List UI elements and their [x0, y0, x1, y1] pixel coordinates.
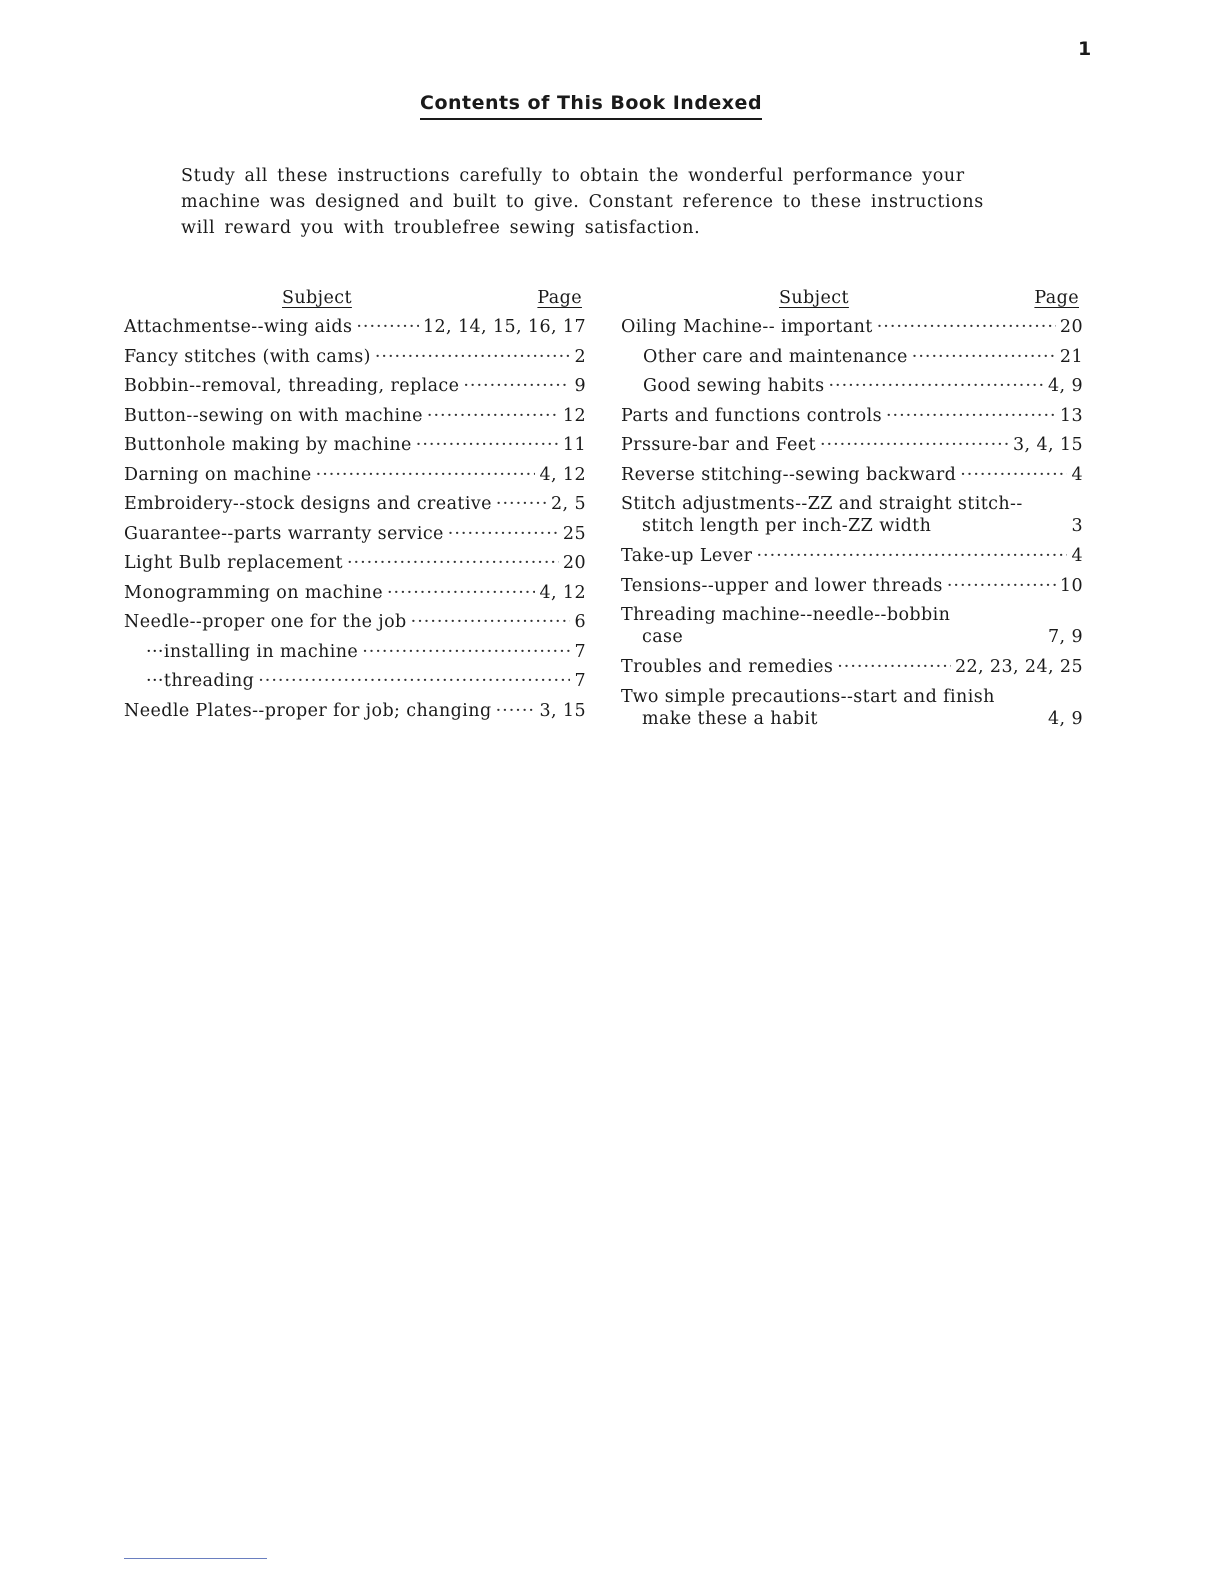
index-entry: [124, 642, 586, 672]
index-entry: [124, 701, 586, 731]
page-header: Page: [537, 288, 582, 308]
entry-subject: Good sewing habits: [643, 376, 825, 396]
index-entry: [621, 317, 1083, 347]
index-entry: [124, 494, 586, 524]
index-entry: [621, 494, 1083, 546]
index-right-column: [621, 288, 1083, 739]
entry-pages: 4, 12: [539, 582, 586, 603]
entry-subject: Embroidery--stock designs and creative: [124, 494, 492, 514]
leader-dots: [375, 347, 571, 367]
footer-rule: [124, 1558, 267, 1559]
leader-dots: [947, 576, 1056, 596]
entry-pages: 3, 4, 15: [1013, 435, 1083, 455]
entry-subject: Guarantee--parts warranty service: [124, 523, 444, 544]
entry-subject: Bobbin--removal, threading, replace: [124, 376, 460, 396]
entry-pages: 7: [574, 671, 586, 691]
entry-subject: Oiling Machine-- important: [621, 317, 873, 337]
entry-pages: 3, 15: [539, 700, 586, 721]
entry-subject: Two simple precautions--start and finish: [621, 686, 995, 707]
page-number: 1: [1078, 38, 1092, 60]
index-entry: [621, 435, 1083, 465]
index-entry: [621, 657, 1083, 687]
index-entry: [124, 671, 586, 701]
page-title: Contents of This Book Indexed: [420, 92, 762, 120]
entry-subject-continued: case: [642, 627, 684, 647]
entry-pages: 4: [1071, 546, 1083, 566]
entry-subject: Take-up Lever: [621, 546, 753, 566]
leader-dots: [427, 406, 559, 426]
index-entry: [621, 687, 1083, 739]
index-left-column: [124, 288, 586, 730]
index-entry: [124, 317, 586, 347]
index-entry: [621, 347, 1083, 377]
entry-pages: 12: [562, 405, 586, 426]
entry-pages: 21: [1059, 346, 1083, 367]
entry-pages: 3: [1071, 516, 1083, 536]
leader-dots: [496, 701, 536, 721]
entry-pages: 7, 9: [1048, 627, 1083, 647]
subject-header: Subject: [779, 288, 849, 308]
entry-subject: Button--sewing on with machine: [124, 405, 423, 426]
index-entry: [621, 576, 1083, 606]
entry-subject: Prssure-bar and Feet: [621, 435, 816, 455]
leader-dots: [496, 494, 547, 514]
leader-dots: [960, 465, 1067, 485]
index-entry: [124, 583, 586, 613]
entry-pages: 10: [1059, 575, 1083, 596]
leader-dots: [411, 612, 571, 632]
index-entry: [124, 435, 586, 465]
entry-pages: 7: [574, 641, 586, 662]
leader-dots: [416, 435, 559, 455]
index-entry: [124, 376, 586, 406]
entry-pages: 20: [562, 553, 586, 573]
index-entry: [621, 465, 1083, 495]
entry-subject-continued: make these a habit: [642, 708, 818, 729]
index-entry: [124, 347, 586, 377]
entry-subject: Threading machine--needle--bobbin: [621, 605, 951, 625]
entry-pages: 4, 9: [1048, 708, 1083, 729]
entry-subject: ···threading: [146, 671, 255, 691]
entry-subject: Buttonhole making by machine: [124, 435, 412, 455]
leader-dots: [912, 347, 1056, 367]
entry-subject: Parts and functions controls: [621, 405, 882, 426]
column-header: [621, 288, 1083, 317]
leader-dots: [347, 553, 559, 573]
index-entry: [124, 465, 586, 495]
leader-dots: [828, 376, 1044, 396]
entry-subject: Fancy stitches (with cams): [124, 346, 371, 367]
entry-pages: 13: [1059, 405, 1083, 426]
entry-subject: Troubles and remedies: [621, 657, 834, 677]
entry-pages: 4, 12: [539, 464, 586, 485]
leader-dots: [837, 657, 951, 677]
index-entry: [621, 605, 1083, 657]
entry-pages: 2, 5: [551, 494, 586, 514]
column-header: [124, 288, 586, 317]
index-entry: [621, 546, 1083, 576]
leader-dots: [316, 465, 536, 485]
leader-dots: [463, 376, 570, 396]
entry-pages: 4, 9: [1048, 376, 1083, 396]
entry-pages: 20: [1059, 317, 1083, 337]
entry-pages: 9: [574, 376, 586, 396]
leader-dots: [356, 317, 419, 337]
entry-pages: 4: [1071, 464, 1083, 485]
entry-subject: Monogramming on machine: [124, 582, 383, 603]
leader-dots: [448, 524, 559, 544]
entry-subject: Darning on machine: [124, 464, 312, 485]
entry-pages: 12, 14, 15, 16, 17: [422, 317, 586, 337]
index-entry: [621, 406, 1083, 436]
leader-dots: [756, 546, 1067, 566]
leader-dots: [820, 435, 1009, 455]
entry-pages: 22, 23, 24, 25: [954, 657, 1083, 677]
entry-subject: Tensions--upper and lower threads: [621, 575, 943, 596]
entry-subject: Needle Plates--proper for job; changing: [124, 700, 492, 721]
entry-subject: Attachmentse--wing aids: [124, 317, 353, 337]
leader-dots: [258, 671, 570, 691]
entry-pages: 6: [574, 612, 586, 632]
entry-subject: Light Bulb replacement: [124, 553, 343, 573]
index-entry: [124, 524, 586, 554]
leader-dots: [877, 317, 1056, 337]
leader-dots: [362, 642, 570, 662]
entry-subject: Needle--proper one for the job: [124, 612, 407, 632]
intro-paragraph: Study all these instructions carefully to obtain the wonderful performance your machine was designed and built to give. Constant reference to these instructions will reward you with troublefree sewing satisfaction.: [181, 166, 984, 238]
entry-pages: 25: [562, 523, 586, 544]
leader-dots: [387, 583, 535, 603]
index-entry: [124, 612, 586, 642]
leader-dots: [886, 406, 1056, 426]
entry-subject: Other care and maintenance: [643, 346, 908, 367]
entry-pages: 11: [562, 435, 586, 455]
page-header: Page: [1034, 288, 1079, 308]
entry-subject: Stitch adjustments--ZZ and straight stitch--: [621, 494, 1023, 514]
index-entry: [621, 376, 1083, 406]
entry-subject: Reverse stitching--sewing backward: [621, 464, 957, 485]
index-entry: [124, 406, 586, 436]
entry-subject-continued: stitch length per inch-ZZ width: [642, 516, 932, 536]
subject-header: Subject: [282, 288, 352, 308]
index-entry: [124, 553, 586, 583]
entry-subject: ···installing in machine: [146, 641, 359, 662]
entry-pages: 2: [574, 346, 586, 367]
